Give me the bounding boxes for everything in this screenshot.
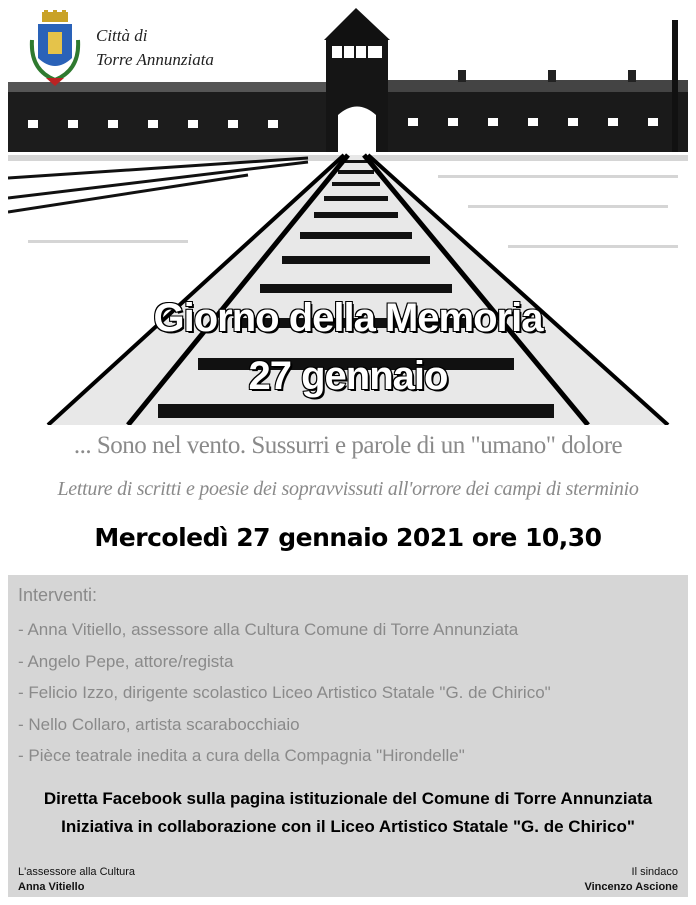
description: Letture di scritti e poesie dei sopravvissuti all'orrore dei campi di sterminio (57, 478, 639, 500)
list-item: - Felicio Izzo, dirigente scolastico Liceo Artistico Statale "G. de Chirico" (18, 683, 551, 702)
signature-right-name: Vincenzo Ascione (584, 881, 678, 893)
interventions-list (18, 619, 551, 777)
page-title: Giorno della Memoria (153, 296, 543, 340)
interventions-heading: Interventi: (18, 585, 98, 605)
signature-right-role: Il sindaco (631, 866, 678, 878)
city-name (96, 24, 214, 72)
signature-left-name: Anna Vitiello (18, 881, 85, 893)
city-line1: Città di (96, 26, 148, 45)
event-date: Mercoledì 27 gennaio 2021 ore 10,30 (94, 523, 602, 552)
list-item: - Pièce teatrale inedita a cura della Compagnia "Hirondelle" (18, 746, 465, 765)
footer-notes (8, 785, 688, 841)
list-item: - Angelo Pepe, attore/regista (18, 651, 234, 671)
list-item: - Anna Vitiello, assessore alla Cultura Comune di Torre Annunziata (18, 620, 519, 639)
city-line2: Torre Annunziata (96, 50, 214, 69)
signature-left-role: L'assessore alla Cultura (18, 866, 136, 878)
collaboration-note: Iniziativa in collaborazione con il Liceo Artistico Statale "G. de Chirico" (61, 817, 635, 836)
interventions-panel (8, 575, 688, 897)
list-item: - Nello Collaro, artista scarabocchiaio (18, 714, 300, 734)
signature-left (18, 865, 135, 895)
subtitle: ... Sono nel vento. Sussurri e parole di un "umano" dolore (73, 432, 623, 459)
page-title-date: 27 gennaio (248, 354, 448, 398)
city-crest-icon (28, 10, 84, 90)
signature-right (584, 865, 678, 895)
facebook-live-note: Diretta Facebook sulla pagina istituzionale del Comune di Torre Annunziata (43, 789, 653, 808)
